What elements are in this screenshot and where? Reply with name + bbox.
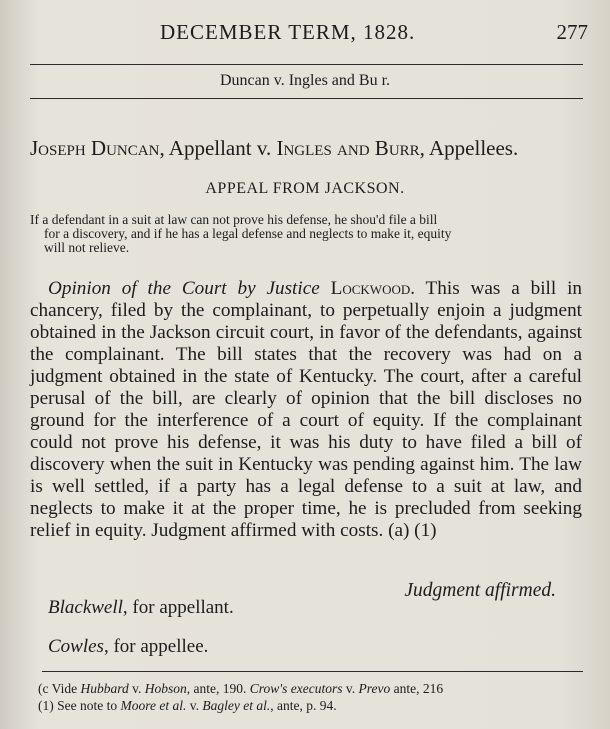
footnote-1 — [38, 697, 590, 714]
footnote-a-case2: Crow's executors — [249, 681, 343, 696]
appellant-counsel-name: Blackwell — [48, 597, 123, 618]
headnote-line-3: will not relieve. — [44, 240, 130, 255]
appeal-heading: APPEAL FROM JACKSON. — [205, 180, 405, 197]
appellee-name: Ingles and Burr — [276, 136, 420, 160]
page-header — [30, 20, 590, 50]
footnote-a-mark: (c — [38, 681, 49, 696]
footnote-1-case1: Moore et al. — [120, 698, 187, 713]
page-number: 277 — [556, 20, 588, 44]
footnote-a-case1: Hubbard — [80, 681, 129, 696]
opinion-body — [30, 278, 582, 542]
opinion-paragraph — [30, 278, 582, 542]
footnote-a-case2b: Prevo — [358, 681, 391, 696]
running-title: DECEMBER TERM, 1828. — [160, 20, 416, 44]
case-subtitle: Duncan v. Ingles and Bu r. — [219, 72, 391, 89]
opinion-text: . This was a bill in chancery, filed by the complainant, to perpetually enjoin a judgment obtained in the Jackson circuit court, in favor of the defendants, against the complainant. The bill states that the recovery was had on a judgment obtained in the state of Kentucky. The court, after a careful perusal of the bill, are clearly of opinion that the bill discloses no ground for the interference of a court of equity. If the complainant could not prove his defense, it was his duty to have filed a bill of discovery when the suit in Kentucky was pending against him. The law is well settled, if a party has a legal defense to a suit at law, and neglects to make it at the proper time, he is precluded from seeking relief in equity. Judgment affirmed with costs. (a) (1) — [30, 278, 582, 541]
appellant-name: Joseph Duncan — [30, 136, 160, 160]
appellant-counsel-role: , for appellant. — [122, 597, 234, 618]
footnote-a-vide: Vide — [51, 681, 81, 696]
footnote-a-ref1: , ante, 190. — [186, 681, 250, 696]
footnote-1-mark: (1) — [38, 698, 54, 713]
appellant-role: , Appellant v. — [159, 136, 277, 160]
counsel-appellee — [48, 636, 208, 658]
headnote-line-1: If a defendant in a suit at law can not prove his defense, he shou'd file a bill — [30, 212, 438, 227]
footnote-rule — [42, 671, 583, 672]
justice-name: Lockwood — [330, 278, 411, 299]
judgment-line: Judgment affirmed. — [404, 580, 556, 601]
headnote-line-2: for a discovery, and if he has a legal defense and neglects to make it, equity — [44, 226, 452, 241]
footnote-1-text: See note to — [53, 698, 121, 713]
appellee-counsel-name: Cowles — [48, 636, 104, 657]
header-rule-bottom — [30, 98, 583, 99]
footnote-a-v2: v. — [342, 681, 359, 696]
footnote-1-ref: , ante, p. 94. — [270, 698, 337, 713]
footnote-a-ref2: ante, 216 — [390, 681, 444, 696]
case-title — [30, 136, 590, 161]
footnote-1-case2: Bagley et al. — [202, 698, 271, 713]
headnote — [30, 213, 585, 255]
opinion-intro: Opinion of the Court by Justice — [48, 278, 320, 299]
appellee-counsel-role: , for appellee. — [103, 636, 209, 657]
footnote-a-case1b: Hobson — [144, 681, 187, 696]
counsel-appellant — [48, 597, 234, 619]
appellee-role: , Appellees. — [419, 136, 519, 160]
footnote-a-v1: v. — [128, 681, 145, 696]
footnotes — [38, 680, 590, 714]
header-rule-top — [30, 64, 583, 65]
footnote-a — [38, 680, 590, 697]
footnote-1-v: v. — [186, 698, 203, 713]
